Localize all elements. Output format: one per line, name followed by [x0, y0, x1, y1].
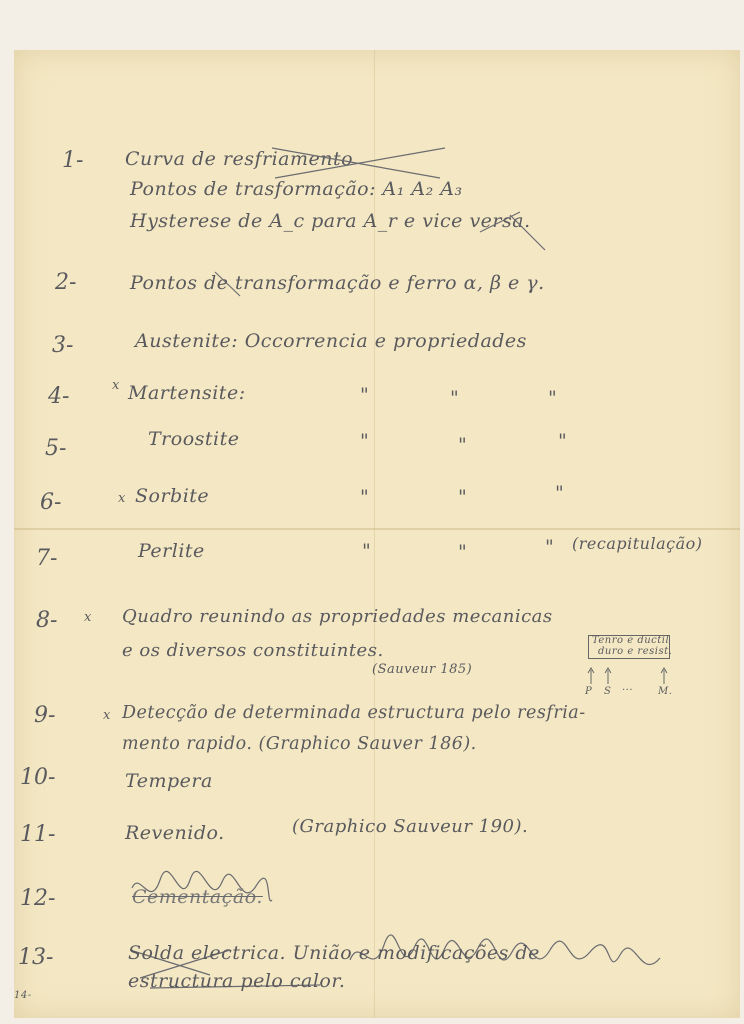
ditto-mark: "	[548, 387, 558, 409]
item-line: mento rapido. (Graphico Sauver 186).	[122, 734, 477, 754]
ditto-mark: "	[558, 430, 568, 452]
ditto-mark: "	[450, 387, 460, 409]
item-line: Pontos de trasformação: A₁ A₂ A₃	[130, 178, 463, 200]
item-line: e os diversos constituintes.	[122, 640, 384, 661]
item-check-mark: x	[84, 610, 92, 625]
item-line: Martensite:	[128, 382, 246, 404]
item-number: 11-	[20, 822, 56, 847]
item-number: 2-	[55, 270, 77, 295]
item-note: (recapitulação)	[572, 534, 703, 553]
item-number: 6-	[40, 490, 62, 515]
item-line: Hysterese de A_c para A_r e vice versa.	[130, 210, 531, 232]
item-line: Revenido.	[125, 822, 225, 844]
item-check-mark: x	[103, 708, 111, 723]
box-label-bottom: duro e resist.	[598, 646, 673, 657]
box-label-top: Tenro e ductil	[592, 635, 670, 646]
item-line: Tempera	[125, 770, 213, 792]
item-number: 9-	[34, 703, 56, 728]
item-number: 4-	[48, 384, 70, 409]
item-number: 8-	[36, 608, 58, 633]
ditto-mark: "	[360, 486, 370, 508]
ditto-mark: "	[458, 434, 468, 456]
item-number: 5-	[45, 436, 67, 461]
item-check-mark: x	[112, 378, 120, 393]
diagram-label: ...	[622, 682, 634, 693]
ditto-mark: "	[362, 540, 372, 562]
item-reference: (Graphico Sauveur 190).	[292, 816, 529, 837]
ditto-mark: "	[360, 384, 370, 406]
item-line: Detecção de determinada estructura pelo resfria-	[122, 703, 586, 723]
item-line: Quadro reunindo as propriedades mecanicas	[122, 606, 553, 627]
diagram-label: P	[585, 686, 593, 697]
item-number: 10-	[20, 765, 56, 790]
item-line: Perlite	[138, 540, 205, 562]
diagram-label: S	[604, 686, 612, 697]
item-line: Pontos de transformação e ferro α, β e γ.	[130, 272, 545, 294]
diagram-label: M.	[658, 686, 673, 697]
item-line: Austenite: Occorrencia e propriedades	[135, 330, 527, 352]
item-check-mark: x	[118, 491, 126, 506]
item-line-crossed: Cementação.	[132, 886, 263, 908]
item-number: 7-	[36, 546, 58, 571]
item-line: Curva de resfriamento	[125, 148, 354, 170]
item-number: 14-	[14, 990, 32, 1001]
ditto-mark: "	[458, 486, 468, 508]
item-number: 12-	[20, 886, 56, 911]
ditto-mark: "	[360, 430, 370, 452]
ditto-mark: "	[555, 482, 565, 504]
item-number: 1-	[62, 148, 84, 173]
item-line: Sorbite	[135, 485, 210, 507]
item-reference: (Sauveur 185)	[372, 662, 473, 677]
item-line: Solda electrica. União e modificações de	[128, 942, 540, 964]
ditto-mark: "	[458, 541, 468, 563]
item-line: estructura pelo calor.	[128, 970, 346, 992]
ditto-mark: "	[545, 536, 555, 558]
item-number: 3-	[52, 333, 74, 358]
item-line: Troostite	[148, 428, 240, 450]
item-number: 13-	[18, 945, 54, 970]
